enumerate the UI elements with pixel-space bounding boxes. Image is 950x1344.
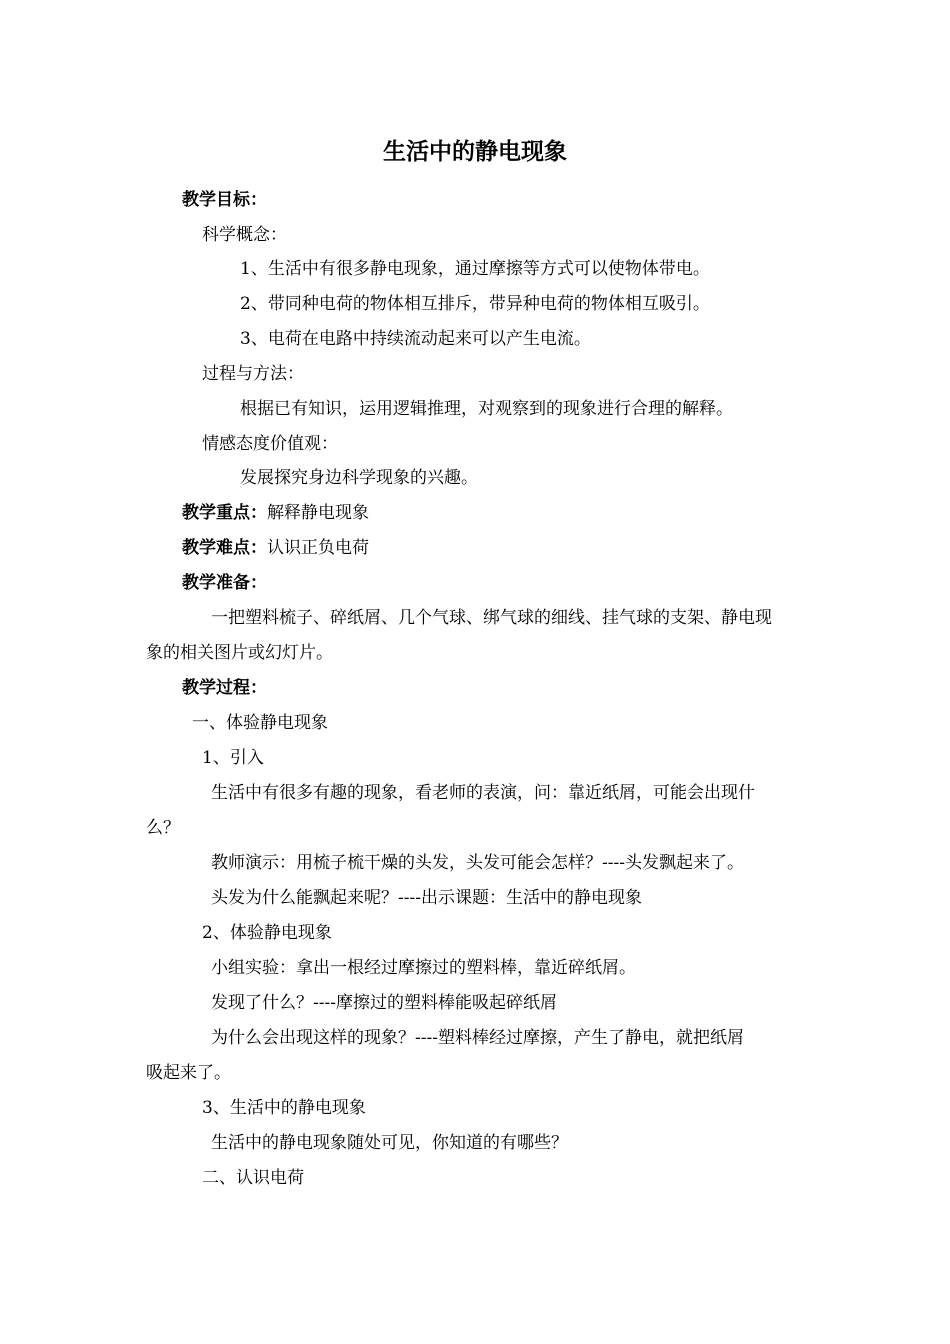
step-1-paragraph-1-line-2: 么？ [146, 818, 180, 838]
difficulty-label: 教学难点： [182, 538, 267, 558]
attitude-values-label: 情感态度价值观： [202, 434, 338, 454]
preparation-text-line-2: 象的相关图片或幻灯片。 [146, 643, 333, 663]
process-heading: 教学过程： [182, 678, 267, 698]
concept-item-2: 2、带同种电荷的物体相互排斥，带异种电荷的物体相互吸引。 [240, 294, 710, 314]
key-point-text: 解释静电现象 [267, 503, 369, 523]
objectives-heading: 教学目标： [182, 190, 267, 210]
preparation-text-line-1: 一把塑料梳子、碎纸屑、几个气球、绑气球的细线、挂气球的支架、静电现 [211, 608, 772, 628]
key-point-label: 教学重点： [182, 503, 267, 523]
step-3-title: 3、生活中的静电现象 [202, 1098, 366, 1118]
concept-item-1: 1、生活中有很多静电现象，通过摩擦等方式可以使物体带电。 [240, 259, 710, 279]
process-methods-label: 过程与方法： [202, 364, 304, 384]
key-point-line [182, 501, 369, 525]
difficulty-line [182, 536, 369, 560]
difficulty-text: 认识正负电荷 [267, 538, 369, 558]
step-2-paragraph-3-line-2: 吸起来了。 [146, 1063, 231, 1083]
step-2-title: 2、体验静电现象 [202, 923, 332, 943]
step-1-paragraph-1-line-1: 生活中有很多有趣的现象，看老师的表演，问：靠近纸屑，可能会出现什 [211, 783, 755, 803]
step-1-paragraph-3: 头发为什么能飘起来呢？----出示课题：生活中的静电现象 [211, 888, 642, 908]
step-2-paragraph-1: 小组实验：拿出一根经过摩擦过的塑料棒，靠近碎纸屑。 [211, 958, 636, 978]
step-1-title: 1、引入 [202, 748, 264, 768]
attitude-values-text: 发展探究身边科学现象的兴趣。 [240, 468, 478, 488]
section-1-heading: 一、体验静电现象 [192, 713, 328, 733]
step-1-paragraph-2: 教师演示：用梳子梳干燥的头发，头发可能会怎样？----头发飘起来了。 [211, 853, 744, 873]
document-title: 生活中的静电现象 [383, 139, 567, 165]
step-2-paragraph-2: 发现了什么？----摩擦过的塑料棒能吸起碎纸屑 [211, 993, 557, 1013]
step-3-paragraph-1: 生活中的静电现象随处可见，你知道的有哪些？ [211, 1133, 568, 1153]
preparation-heading: 教学准备： [182, 573, 267, 593]
science-concepts-label: 科学概念： [202, 225, 287, 245]
process-methods-text: 根据已有知识，运用逻辑推理，对观察到的现象进行合理的解释。 [240, 399, 733, 419]
step-2-paragraph-3-line-1: 为什么会出现这样的现象？----塑料棒经过摩擦，产生了静电，就把纸屑 [211, 1028, 744, 1048]
concept-item-3: 3、电荷在电路中持续流动起来可以产生电流。 [240, 329, 591, 349]
section-2-heading: 二、认识电荷 [202, 1168, 304, 1188]
